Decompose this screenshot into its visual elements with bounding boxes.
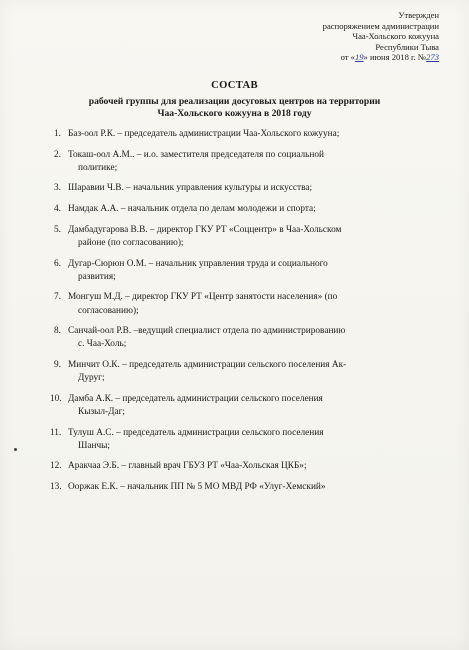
date-number: 273 xyxy=(426,52,439,63)
approval-line-1: Утвержден xyxy=(398,10,439,20)
member-item xyxy=(56,325,436,351)
member-text: Аракчаа Э.Б. – главный врач ГБУЗ РТ «Чаа-Хольская ЦКБ»; xyxy=(68,461,307,472)
approval-line-3: Чаа-Хольского кожууна xyxy=(352,31,439,42)
title-heading: СОСТАВ xyxy=(211,80,258,91)
approval-line-4: Республики Тыва xyxy=(375,41,439,52)
member-number: 10. xyxy=(50,393,62,404)
member-item xyxy=(50,393,436,419)
member-text-continued: развития; xyxy=(78,271,116,282)
date-day: 19 xyxy=(354,52,364,63)
member-text: Ооржак Е.К. – начальник ПП № 5 МО МВД РФ «Улуг-Хемский» xyxy=(68,482,326,492)
member-number: 12. xyxy=(50,461,62,472)
member-number: 1. xyxy=(54,129,61,139)
member-item xyxy=(56,182,436,195)
member-number: 8. xyxy=(54,326,61,337)
member-number: 13. xyxy=(50,482,62,492)
member-text: Баз-оол Р.К. – председатель администрации Чаа-Хольского кожууна; xyxy=(68,129,340,139)
member-number: 6. xyxy=(54,258,61,269)
member-item xyxy=(56,128,436,141)
title-subtitle-1: рабочей группы для реализации досуговых центров на территории xyxy=(88,96,381,107)
member-text: Шаравии Ч.В. – начальник управления культуры и искусства; xyxy=(68,183,313,194)
member-text: Дугар-Сюрюн О.М. – начальник управления труда и социального xyxy=(68,258,328,269)
member-text: Минчит О.К. – председатель администрации сельского поселения Ак- xyxy=(68,359,347,370)
date-prefix: от « xyxy=(340,52,355,63)
member-text: Намдак А.А. – начальник отдела по делам молодежи и спорта; xyxy=(68,204,316,215)
member-item xyxy=(56,224,436,250)
member-item xyxy=(50,427,436,453)
member-number: 9. xyxy=(54,359,61,370)
member-text: Дамбадугарова В.В. – директор ГКУ РТ «Соццентр» в Чаа-Хольском xyxy=(68,224,342,235)
member-text-continued: политике; xyxy=(78,162,118,173)
member-text-continued: Шанчы; xyxy=(78,440,110,451)
member-number: 4. xyxy=(54,204,61,215)
title-subtitle-2: Чаа-Хольского кожууна в 2018 году xyxy=(157,108,312,119)
member-number: 3. xyxy=(54,183,61,194)
member-number: 5. xyxy=(54,224,61,235)
member-text-continued: с. Чаа-Холь; xyxy=(78,339,127,350)
member-item xyxy=(56,203,436,216)
member-text: Токаш-оол А.М.. – и.о. заместителя председателя по социальной xyxy=(68,149,325,160)
member-text-continued: согласованию); xyxy=(78,305,139,316)
member-item xyxy=(56,291,436,317)
member-number: 7. xyxy=(54,292,61,303)
members-list xyxy=(50,128,436,502)
member-text: Санчай-оол Р.В. –ведущий специалист отдела по администрированию xyxy=(68,326,346,337)
member-text-continued: Кызыл-Даг; xyxy=(78,406,125,417)
approval-block xyxy=(323,10,439,63)
member-item xyxy=(56,149,436,175)
scan-speck xyxy=(14,448,17,451)
member-text: Тулуш А.С. – председатель администрации сельского поселения xyxy=(68,427,324,438)
document-title xyxy=(0,80,469,120)
member-item xyxy=(50,460,436,473)
approval-date-line xyxy=(323,52,439,63)
member-text-continued: районе (по согласованию); xyxy=(78,237,184,248)
member-item xyxy=(56,359,436,385)
member-number: 2. xyxy=(54,149,61,160)
member-number: 11. xyxy=(50,427,62,438)
member-item xyxy=(56,258,436,284)
date-mid: » июня 2018 г. № xyxy=(363,52,427,63)
member-text-continued: Дуруг; xyxy=(78,373,105,384)
member-text: Дамба А.К. – председатель администрации сельского поселения xyxy=(68,393,323,404)
member-item xyxy=(50,481,436,494)
member-text: Монгуш М.Д. – директор ГКУ РТ «Центр занятости населения» (по xyxy=(68,292,338,303)
approval-line-2: распоряжением администрации xyxy=(322,20,439,31)
